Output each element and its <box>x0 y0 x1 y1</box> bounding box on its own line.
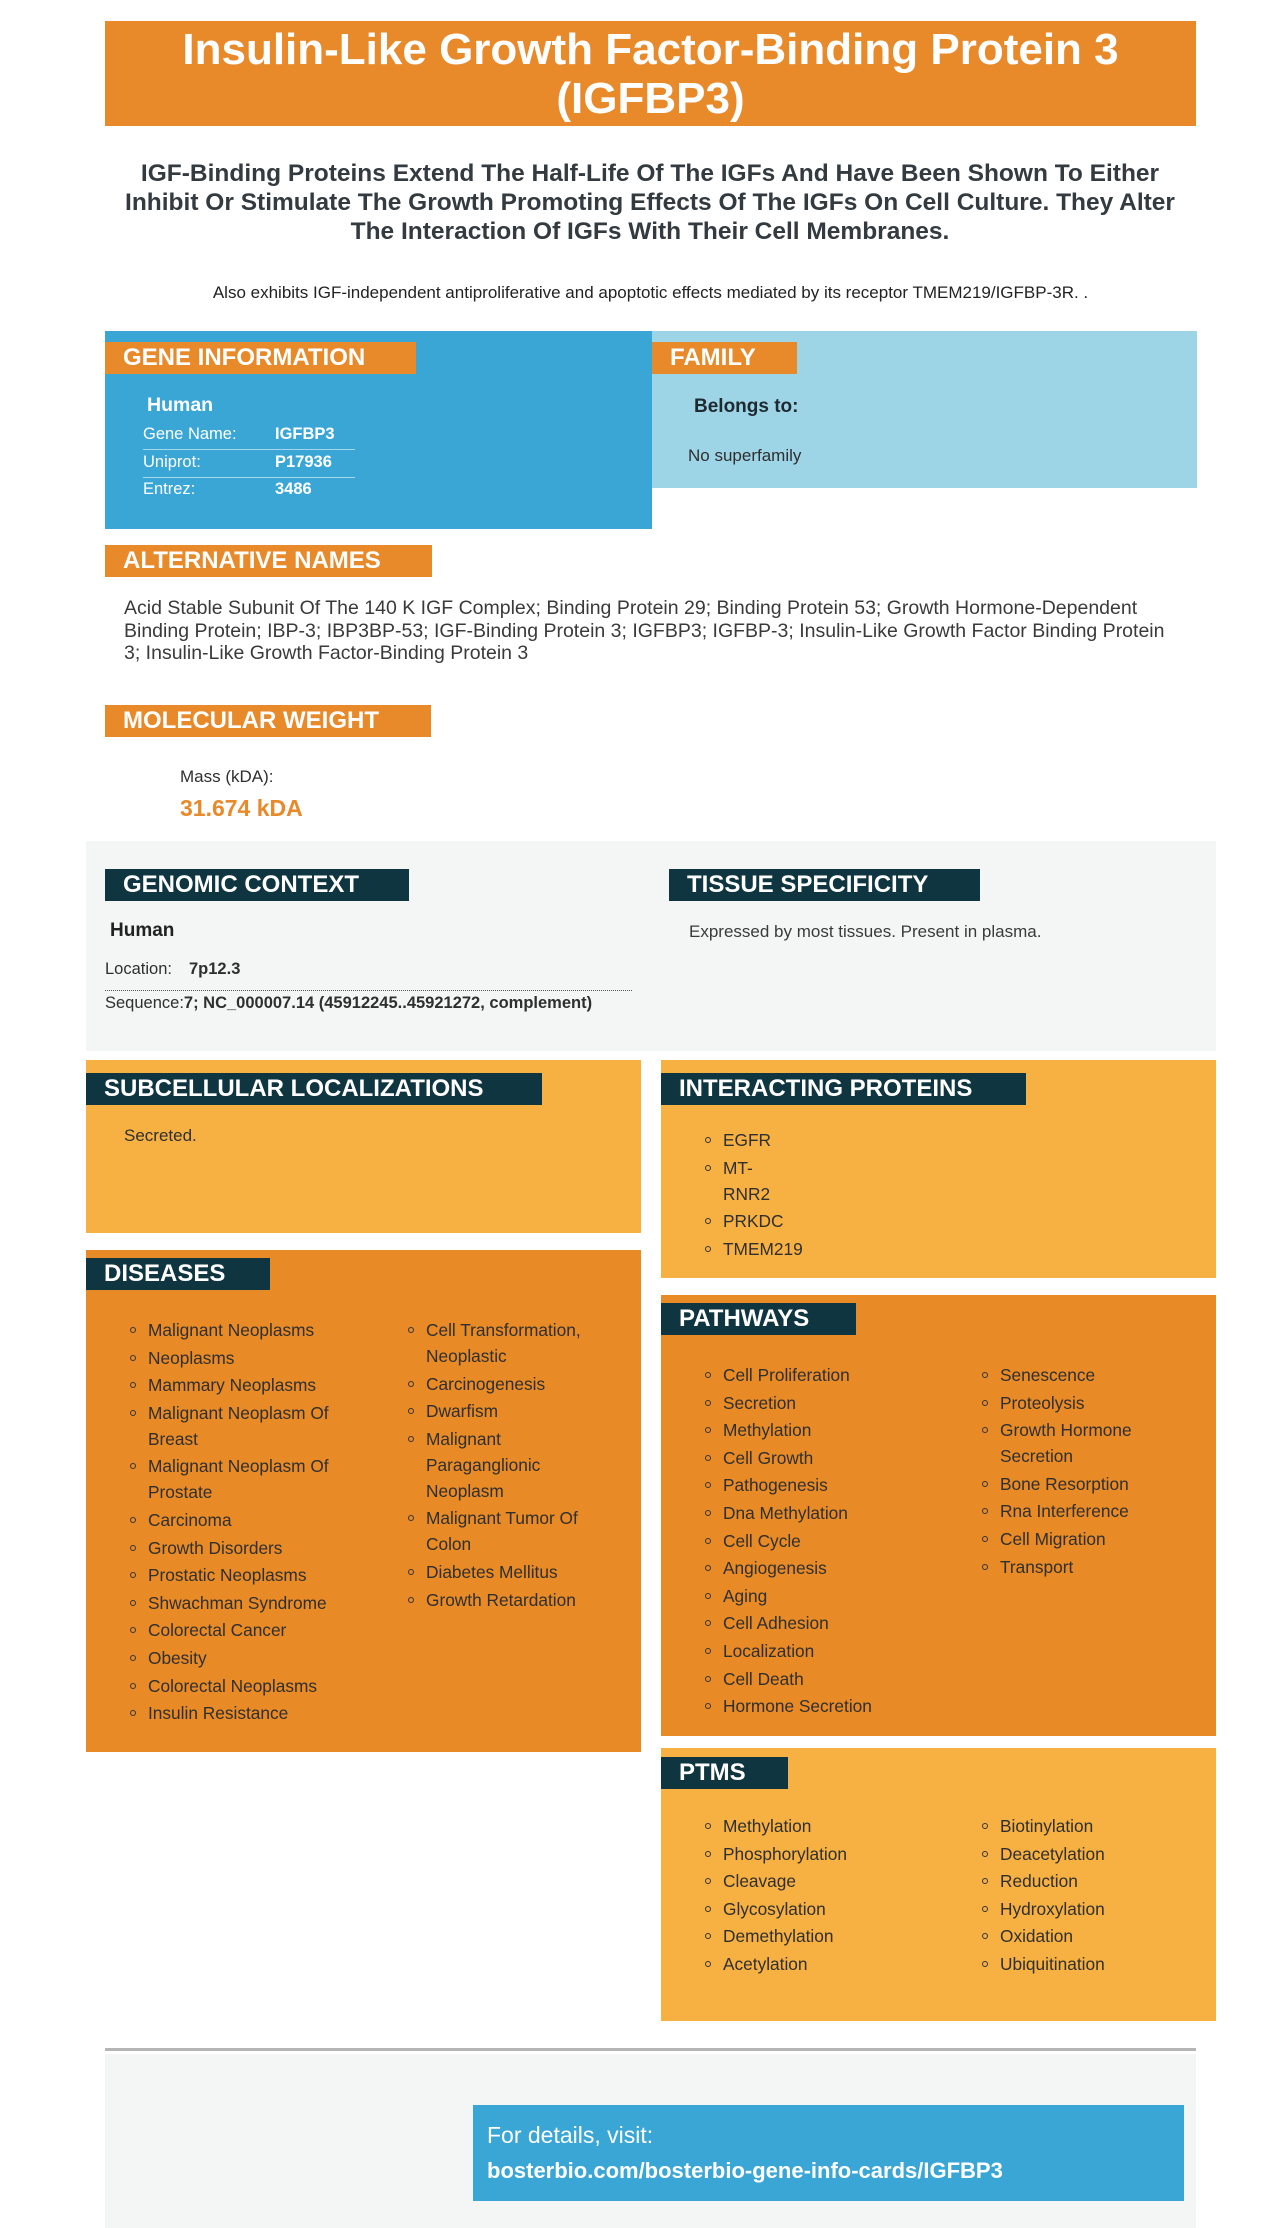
family-heading: FAMILY <box>652 342 797 374</box>
diseases-panel <box>86 1250 641 1752</box>
list-item: Growth Retardation <box>406 1587 616 1613</box>
list-item: Proteolysis <box>980 1390 1200 1416</box>
gene-information-heading: GENE INFORMATION <box>105 342 416 374</box>
sequence-row <box>105 994 592 1013</box>
gene-information-panel <box>105 331 652 529</box>
list-item: Senescence <box>980 1362 1200 1388</box>
summary-text: IGF-Binding Proteins Extend The Half-Life Of The IGFs And Have Been Shown To Either Inhibit Or Stimulate The Growth Promoting Effects Of The IGFs On Cell Culture. They Alter The Interaction Of IGFs With Their Cell Membranes. <box>125 160 1175 245</box>
location-row <box>105 960 632 991</box>
list-item: Carcinoma <box>128 1507 378 1533</box>
footer-line-1: For details, visit: <box>487 2122 654 2148</box>
gene-name-label: Gene Name: <box>143 425 237 443</box>
mass-label: Mass (kDA): <box>180 767 274 786</box>
genomic-context-heading: GENOMIC CONTEXT <box>105 869 409 901</box>
title-line-1: Insulin-Like Growth Factor-Binding Protein 3 <box>182 24 1119 74</box>
sequence-label: Sequence: <box>105 994 184 1012</box>
list-item: Malignant Neoplasms <box>128 1317 378 1343</box>
ptms-heading: PTMS <box>661 1757 788 1789</box>
list-item: Insulin Resistance <box>128 1700 378 1726</box>
gene-name-row <box>143 422 355 450</box>
list-item: Growth Disorders <box>128 1535 378 1561</box>
uniprot-row <box>143 450 355 478</box>
list-item: Malignant Neoplasm Of Prostate <box>128 1453 378 1505</box>
list-item: Biotinylation <box>980 1813 1200 1839</box>
tissue-specificity-text: Expressed by most tissues. Present in plasma. <box>689 922 1042 941</box>
list-item: Deacetylation <box>980 1841 1200 1867</box>
ptms-list-col2 <box>980 1813 1200 1979</box>
list-item: Colorectal Neoplasms <box>128 1673 378 1699</box>
sequence-value: 7; NC_000007.14 (45912245..45921272, complement) <box>183 994 593 1012</box>
list-item: Growth Hormone Secretion <box>980 1417 1200 1469</box>
list-item: Pathogenesis <box>703 1472 943 1498</box>
list-item: Dwarfism <box>406 1398 616 1424</box>
list-item: Bone Resorption <box>980 1471 1200 1497</box>
diseases-heading: DISEASES <box>86 1258 270 1290</box>
uniprot-label: Uniprot: <box>143 453 201 471</box>
alternative-names-heading: ALTERNATIVE NAMES <box>105 545 432 577</box>
list-item: EGFR <box>703 1127 783 1153</box>
family-panel <box>652 331 1197 488</box>
list-item: Methylation <box>703 1813 943 1839</box>
pathways-heading: PATHWAYS <box>661 1303 856 1335</box>
list-item: Shwachman Syndrome <box>128 1590 378 1616</box>
list-item: Cell Transformation, Neoplastic <box>406 1317 616 1369</box>
uniprot-value: P17936 <box>275 453 332 471</box>
list-item: Mammary Neoplasms <box>128 1372 378 1398</box>
alternative-names-text: Acid Stable Subunit Of The 140 K IGF Complex; Binding Protein 29; Binding Protein 53; Growth Hormone-Dependent Binding Protein; IBP-3; IBP3BP-53; IGF-Binding Protein 3; IGFBP3; IGFBP-3; Insulin-Like Growth Factor Binding Protein 3; Insulin-Like Growth Factor-Binding Protein 3 <box>124 597 1165 664</box>
list-item: Diabetes Mellitus <box>406 1559 616 1585</box>
list-item: Rna Interference <box>980 1498 1200 1524</box>
list-item: Demethylation <box>703 1923 943 1949</box>
list-item: MT- RNR2 <box>703 1155 783 1207</box>
list-item: Transport <box>980 1554 1200 1580</box>
entrez-label: Entrez: <box>143 480 196 498</box>
ptms-list-col1 <box>703 1813 943 1979</box>
list-item: Reduction <box>980 1868 1200 1894</box>
list-item: Aging <box>703 1583 943 1609</box>
ptms-panel <box>661 1748 1216 2021</box>
footer-link[interactable]: bosterbio.com/bosterbio-gene-info-cards/IGFBP3 <box>487 2158 1003 2183</box>
list-item: Cell Migration <box>980 1526 1200 1552</box>
family-belongs-label: Belongs to: <box>694 396 799 417</box>
list-item: TMEM219 <box>703 1236 783 1262</box>
list-item: Hormone Secretion <box>703 1693 943 1719</box>
list-item: PRKDC <box>703 1208 783 1234</box>
list-item: Malignant Tumor Of Colon <box>406 1505 616 1557</box>
list-item: Malignant Neoplasm Of Breast <box>128 1400 378 1452</box>
family-value: No superfamily <box>688 446 802 465</box>
genomic-tissue-panel <box>86 841 1216 1051</box>
interacting-proteins-panel <box>661 1060 1216 1278</box>
pathways-panel <box>661 1295 1216 1736</box>
subcellular-text: Secreted. <box>124 1126 197 1145</box>
diseases-list-col2 <box>406 1317 616 1614</box>
location-label: Location: <box>105 960 172 978</box>
list-item: Phosphorylation <box>703 1841 943 1867</box>
molecular-weight-heading: MOLECULAR WEIGHT <box>105 705 431 737</box>
list-item: Neoplasms <box>128 1345 378 1371</box>
list-item: Cell Proliferation <box>703 1362 943 1388</box>
summary-extra: Also exhibits IGF-independent antiproliferative and apoptotic effects mediated by its receptor TMEM219/IGFBP-3R. . <box>212 283 1089 302</box>
list-item: Acetylation <box>703 1951 943 1977</box>
list-item: Carcinogenesis <box>406 1371 616 1397</box>
list-item: Oxidation <box>980 1923 1200 1949</box>
genomic-species: Human <box>110 920 175 941</box>
list-item: Malignant Paraganglionic Neoplasm <box>406 1426 616 1504</box>
entrez-value: 3486 <box>275 480 312 498</box>
list-item: Ubiquitination <box>980 1951 1200 1977</box>
subcellular-heading: SUBCELLULAR LOCALIZATIONS <box>86 1073 542 1105</box>
pathways-list-col2 <box>980 1362 1200 1581</box>
pathways-list-col1 <box>703 1362 943 1721</box>
entrez-row <box>143 477 355 504</box>
interacting-proteins-list <box>703 1127 803 1263</box>
interacting-proteins-heading: INTERACTING PROTEINS <box>661 1073 1026 1105</box>
footer-divider <box>105 2048 1196 2051</box>
list-item: Localization <box>703 1638 943 1664</box>
list-item: Cell Cycle <box>703 1528 943 1554</box>
title-line-2: (IGFBP3) <box>556 73 745 123</box>
list-item: Dna Methylation <box>703 1500 943 1526</box>
list-item: Glycosylation <box>703 1896 943 1922</box>
mass-value: 31.674 kDA <box>180 795 303 821</box>
page-title <box>105 21 1196 126</box>
list-item: Prostatic Neoplasms <box>128 1562 378 1588</box>
list-item: Angiogenesis <box>703 1555 943 1581</box>
diseases-list-col1 <box>128 1317 378 1728</box>
gene-name-value: IGFBP3 <box>275 425 335 443</box>
list-item: Cell Adhesion <box>703 1610 943 1636</box>
list-item: Colorectal Cancer <box>128 1617 378 1643</box>
list-item: Cell Death <box>703 1666 943 1692</box>
list-item: Cell Growth <box>703 1445 943 1471</box>
footer-link-box[interactable] <box>473 2105 1184 2201</box>
list-item: Methylation <box>703 1417 943 1443</box>
list-item: Obesity <box>128 1645 378 1671</box>
subcellular-panel <box>86 1060 641 1233</box>
list-item: Cleavage <box>703 1868 943 1894</box>
list-item: Secretion <box>703 1390 943 1416</box>
gene-species: Human <box>147 394 214 416</box>
list-item: Hydroxylation <box>980 1896 1200 1922</box>
tissue-specificity-heading: TISSUE SPECIFICITY <box>669 869 980 901</box>
location-value: 7p12.3 <box>189 960 241 978</box>
